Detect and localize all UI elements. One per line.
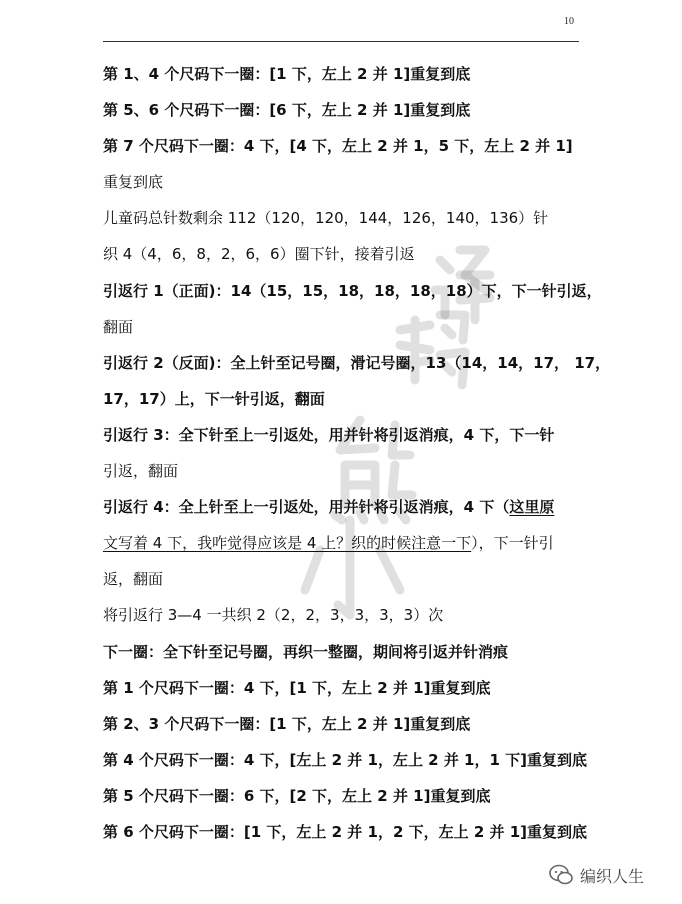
text-line: 引返行 3：全下针至上一引返处，用并针将引返消痕，4 下，下一针: [103, 425, 555, 444]
text-line: 返，翻面: [103, 570, 164, 589]
text-line: 重复到底: [103, 173, 164, 192]
logo-text: 编织人生: [580, 866, 645, 886]
text-line: 第 2、3 个尺码下一圈：[1 下，左上 2 并 1]重复到底: [103, 714, 471, 733]
text-line: 17，17）上，下一针引返，翻面: [103, 389, 325, 408]
translator-note: 文写着 4 下，我咋觉得应该是 4 上？织的时候注意一下: [103, 534, 472, 553]
text-line: 引返行 2（反面)：全上针至记号圈，滑记号圈，13（14，14，17， 17，: [103, 353, 611, 372]
translator-note: 这里原: [509, 498, 555, 517]
text-line: 儿童码总针数剩余 112（120，120，144，126，140，136）针: [103, 209, 549, 228]
text-line: 下一圈：全下针至记号圈，再织一整圈，期间将引返并针消痕: [103, 642, 509, 661]
text-line: 第 4 个尺码下一圈：4 下，[左上 2 并 1，左上 2 并 1，1 下]重复到底: [103, 750, 587, 769]
wechat-icon: [548, 862, 574, 888]
text-line: 第 1 个尺码下一圈：4 下，[1 下，左上 2 并 1]重复到底: [103, 678, 491, 697]
text-line: 翻面: [103, 317, 134, 336]
text-line: 织 4（4，6，8，2，6，6）圈下针，接着引返: [103, 245, 415, 264]
text-line-with-note: [103, 525, 583, 561]
header-rule: [103, 41, 579, 42]
document-body: [103, 56, 611, 850]
text-line: 第 5、6 个尺码下一圈：[6 下，左上 2 并 1]重复到底: [103, 101, 471, 120]
page-number: 10: [564, 16, 574, 27]
text-line: 引返行 1（正面)：14（15，15，18，18，18，18）下，下一针引返，: [103, 281, 602, 300]
text-line: 第 1、4 个尺码下一圈：[1 下，左上 2 并 1]重复到底: [103, 65, 471, 83]
text-line: 第 7 个尺码下一圈：4 下，[4 下，左上 2 并 1，5 下，左上 2 并 1]: [103, 137, 573, 156]
text-segment: ），下一针引: [471, 534, 554, 553]
text-line: 第 5 个尺码下一圈：6 下，[2 下，左上 2 并 1]重复到底: [103, 786, 491, 805]
text-segment: 引返行 4：全上针至上一引返处，用并针将引返消痕，4 下（: [103, 498, 510, 517]
text-line-with-note: [103, 489, 583, 525]
text-line: 将引返行 3—4 一共织 2（2，2，3，3，3，3）次: [103, 606, 444, 625]
account-logo: [548, 862, 644, 888]
text-line: 第 6 个尺码下一圈：[1 下，左上 2 并 1，2 下，左上 2 并 1]重复到底: [103, 822, 587, 841]
text-line: 引返，翻面: [103, 462, 179, 481]
